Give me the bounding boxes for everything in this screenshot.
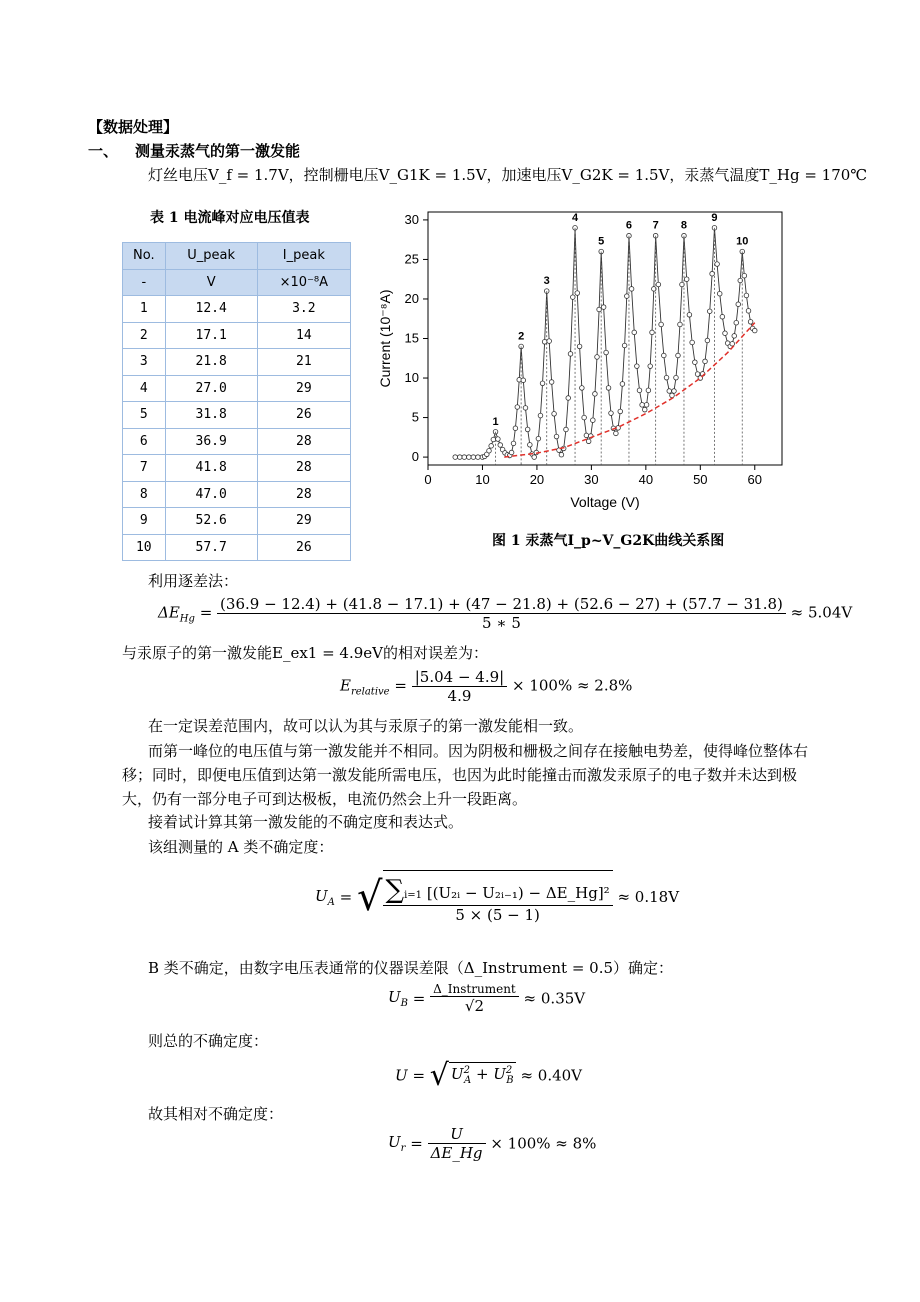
cell-u-peak: 12.4 (165, 296, 257, 323)
data-point (672, 389, 677, 394)
section-header: 【数据处理】 (88, 118, 179, 136)
cell-i-peak: 28 (257, 428, 350, 455)
cell-u-peak: 52.6 (165, 508, 257, 535)
cell-i-peak: 26 (257, 402, 350, 429)
y-tick-label: 10 (404, 370, 419, 386)
data-point (489, 444, 494, 449)
data-point (684, 277, 689, 282)
ub-result: ≈ 0.35V (523, 989, 586, 1008)
data-point (736, 302, 741, 307)
cell-i-peak: 21 (257, 349, 350, 376)
data-point (582, 415, 587, 420)
data-point (640, 403, 645, 408)
data-point (471, 455, 476, 460)
data-point (536, 436, 541, 441)
data-point (635, 364, 640, 369)
delta-e-result: ≈ 5.04V (790, 603, 853, 622)
delta-e-lhs: ΔE (158, 603, 180, 622)
data-point (624, 294, 629, 299)
cell-u-peak: 17.1 (165, 322, 257, 349)
ub-numerator: Δ_Instrument (430, 982, 519, 997)
data-point (730, 341, 735, 346)
erel-result: × 100% ≈ 2.8% (511, 676, 633, 695)
y-tick-label: 25 (404, 251, 419, 267)
compare-text: 与汞原子的第一激发能E_ex1 = 4.9eV的相对误差为： (122, 644, 489, 662)
data-point (462, 455, 467, 460)
erel-sub: relative (350, 686, 390, 698)
cell-i-peak: 26 (257, 534, 350, 561)
header-no: No. (123, 243, 166, 270)
data-point (732, 334, 737, 339)
table-row (123, 428, 351, 455)
data-point (674, 375, 679, 380)
peak-label: 9 (711, 211, 718, 224)
data-point (591, 418, 596, 423)
paragraph-4: 该组测量的 A 类不确定度： (148, 838, 334, 856)
unit-u-peak: V (165, 269, 257, 296)
cell-no: 2 (123, 322, 166, 349)
data-point (577, 344, 582, 349)
data-point (593, 392, 598, 397)
peak-label: 4 (571, 211, 579, 224)
paragraph-3: 接着试计算其第一激发能的不确定度和表达式。 (148, 813, 464, 831)
erel-denominator: 4.9 (447, 687, 472, 705)
data-point (622, 343, 627, 348)
data-point (656, 282, 661, 287)
y-tick-label: 20 (404, 290, 419, 306)
data-point (614, 431, 619, 436)
data-point (575, 291, 580, 296)
y-tick-label: 0 (411, 449, 419, 465)
data-point (720, 314, 725, 319)
cell-u-peak: 36.9 (165, 428, 257, 455)
peak-table (122, 242, 351, 561)
unit-no: - (123, 269, 166, 296)
data-point (734, 320, 739, 325)
data-point (744, 293, 749, 298)
data-point (521, 378, 526, 383)
cell-u-peak: 47.0 (165, 481, 257, 508)
data-point (601, 305, 606, 310)
data-point (676, 353, 681, 358)
data-point (650, 330, 655, 335)
data-point (742, 273, 747, 278)
header-u-peak: U_peak (165, 243, 257, 270)
ip-v-chart (370, 200, 790, 525)
data-point (715, 262, 720, 267)
data-point (453, 455, 458, 460)
cell-no: 4 (123, 375, 166, 402)
table-row (123, 534, 351, 561)
data-point (547, 339, 552, 344)
delta-e-numerator: (36.9 − 12.4) + (41.8 − 17.1) + (47 − 21.8) + (52.6 − 27) + (57.7 − 31.8) (217, 595, 786, 614)
data-point (723, 331, 728, 336)
paragraph-2: 而第一峰位的电压值与第一激发能并不相同。因为阴极和栅极之间存在接触电势差，使得峰位整体右移；同时，即便电压值到达第一激发能所需电压，也因为此时能撞击而激发汞原子的电子数并未达到极大，仍有一部分电子可到达极板，电流仍然会上升一段距离。 (122, 742, 809, 808)
u-result: ≈ 0.40V (520, 1066, 583, 1085)
data-point (509, 450, 514, 455)
ua-result: ≈ 0.18V (617, 888, 680, 906)
delta-e-formula: $\Delta E_{Hg}$ = (36.9 − 12.4) + (41.8 − 17.1) + (47 − 21.8) + (52.6 − 27) + (57.7 − 31.8) 5 ∗ 5 ≈ 5.04V (158, 595, 853, 632)
ur-numerator: U (428, 1125, 486, 1144)
data-point (568, 352, 573, 357)
table-caption: 表 1 电流峰对应电压值表 (150, 210, 310, 226)
data-point (570, 295, 575, 300)
data-point (552, 412, 557, 417)
x-tick-label: 10 (475, 472, 490, 487)
sum-icon: ∑ (385, 875, 405, 905)
peak-label: 6 (625, 219, 633, 232)
cell-no: 9 (123, 508, 166, 535)
x-axis-label: Voltage (V) (570, 494, 640, 510)
data-point (648, 364, 653, 369)
cell-no: 6 (123, 428, 166, 455)
data-point (606, 386, 611, 391)
data-point (687, 312, 692, 317)
cell-i-peak: 28 (257, 455, 350, 482)
data-point (629, 287, 634, 292)
table-row (123, 296, 351, 323)
data-point (540, 381, 545, 386)
table-row (123, 481, 351, 508)
data-point (525, 427, 530, 432)
data-point (604, 350, 609, 355)
x-tick-label: 50 (693, 472, 708, 487)
x-tick-label: 30 (584, 472, 599, 487)
data-point (564, 427, 569, 432)
peak-label: 5 (598, 235, 605, 248)
data-point (515, 405, 520, 410)
cell-no: 10 (123, 534, 166, 561)
data-point (717, 291, 722, 296)
data-point (752, 328, 757, 333)
cell-u-peak: 21.8 (165, 349, 257, 376)
table-row (123, 349, 351, 376)
ub-denominator: √2 (464, 997, 484, 1015)
peak-label: 7 (652, 219, 659, 232)
x-tick-label: 60 (747, 472, 763, 487)
data-point (646, 388, 651, 393)
paragraph-6: 则总的不确定度： (148, 1032, 269, 1050)
data-point (476, 455, 481, 460)
cell-no: 7 (123, 455, 166, 482)
peak-label: 8 (680, 219, 688, 232)
data-point (690, 340, 695, 345)
paragraph-7: 故其相对不确定度： (148, 1105, 284, 1123)
unit-i-peak: ×10⁻⁸A (257, 269, 350, 296)
data-point (511, 441, 516, 446)
cell-u-peak: 57.7 (165, 534, 257, 561)
table-header-row (123, 243, 351, 270)
data-point (710, 271, 715, 276)
y-tick-label: 5 (411, 409, 419, 425)
cell-no: 5 (123, 402, 166, 429)
data-point (498, 443, 503, 448)
data-point (554, 434, 559, 439)
data-point (707, 309, 712, 314)
data-point (664, 375, 669, 380)
erel-numerator: |5.04 − 4.9| (412, 668, 507, 687)
data-point (618, 409, 623, 414)
table-row (123, 402, 351, 429)
sqrt-icon: √ (357, 874, 383, 920)
y-tick-label: 30 (404, 211, 419, 227)
ur-result: × 100% ≈ 8% (490, 1134, 597, 1153)
data-point (528, 442, 533, 447)
data-point (580, 386, 585, 391)
data-point (609, 411, 614, 416)
data-point (496, 437, 501, 442)
data-point (644, 403, 649, 408)
ua-formula: $U_A$ = √ $\frac{\text{∑i=1 [(U₂ᵢ − U₂ᵢ₋₁) − ΔE\_Hg]²}}{5 \times (5 - 1)}$ ≈ 0.18V (315, 870, 679, 924)
data-series-line (455, 228, 755, 457)
table-row (123, 375, 351, 402)
data-point (549, 380, 554, 385)
peak-label: 10 (736, 235, 749, 248)
ur-formula: $U_r$ = $\frac{U}{\Delta E\_Hg}$ × 100% ≈ 8% (388, 1125, 597, 1162)
data-point (523, 406, 528, 411)
table-row (123, 508, 351, 535)
data-point (746, 309, 751, 314)
cell-no: 1 (123, 296, 166, 323)
data-point (667, 389, 672, 394)
data-point (532, 455, 537, 460)
delta-e-denominator: 5 ∗ 5 (482, 614, 521, 632)
cell-i-peak: 29 (257, 375, 350, 402)
data-point (705, 338, 710, 343)
data-point (491, 437, 496, 442)
y-axis-label: Current (10⁻⁸A) (377, 289, 393, 388)
cell-u-peak: 27.0 (165, 375, 257, 402)
paragraph-1: 在一定误差范围内，故可以认为其与汞原子的第一激发能相一致。 (148, 717, 584, 735)
relative-error-formula: $E_{relative}$ = $\frac{|5.04 - 4.9|}{4.9}$ × 100% ≈ 2.8% (340, 668, 633, 705)
data-point (693, 360, 698, 365)
x-tick-label: 0 (424, 472, 432, 487)
data-point (703, 359, 708, 364)
data-point (642, 407, 647, 412)
data-point (487, 448, 492, 453)
ub-formula: $U_B$ = $\frac{\text{Δ\_Instrument}}{√2}$ ≈ 0.35V (388, 982, 586, 1015)
cell-u-peak: 31.8 (165, 402, 257, 429)
data-point (559, 452, 564, 457)
cell-i-peak: 29 (257, 508, 350, 535)
data-point (678, 322, 683, 327)
data-point (595, 355, 600, 360)
figure-caption: 图 1 汞蒸气I_p~V_G2K曲线关系图 (492, 533, 725, 549)
data-point (637, 388, 642, 393)
u-formula: U = √ $U^2_A + U^2_B \approx 0.40V$ (395, 1058, 583, 1093)
ur-denominator: ΔE_Hg (430, 1144, 483, 1162)
data-point (670, 393, 675, 398)
data-point (542, 339, 547, 344)
cell-i-peak: 28 (257, 481, 350, 508)
ua-denominator: 5 × (5 − 1) (455, 906, 540, 924)
data-point (659, 322, 664, 327)
cell-i-peak: 3.2 (257, 296, 350, 323)
cell-no: 3 (123, 349, 166, 376)
data-point (632, 330, 637, 335)
erel-lhs: E (340, 676, 351, 695)
data-point (457, 455, 462, 460)
data-point (513, 426, 518, 431)
data-point (748, 320, 753, 325)
table-units-row (123, 269, 351, 296)
peak-label: 1 (492, 415, 499, 428)
data-point (597, 307, 602, 312)
data-point (467, 455, 472, 460)
cell-u-peak: 41.8 (165, 455, 257, 482)
y-tick-label: 15 (404, 330, 419, 346)
experiment-conditions: 灯丝电压V_f = 1.7V，控制栅电压V_G1K = 1.5V，加速电压V_G2K = 1.5V，汞蒸气温度T_Hg = 170℃ (148, 166, 868, 184)
section-title: 测量汞蒸气的第一激发能 (135, 142, 301, 160)
cell-i-peak: 14 (257, 322, 350, 349)
data-point (662, 353, 667, 358)
sqrt-icon-2: √ (429, 1058, 449, 1093)
data-point (538, 413, 543, 418)
peak-label: 3 (543, 275, 550, 288)
x-tick-label: 20 (529, 472, 545, 487)
data-point (584, 433, 589, 438)
cell-no: 8 (123, 481, 166, 508)
paragraph-5: B 类不确定，由数字电压表通常的仪器误差限（Δ_Instrument = 0.5）确定： (148, 959, 674, 977)
x-tick-label: 40 (638, 472, 654, 487)
delta-e-sub: Hg (179, 613, 195, 625)
ua-numerator: [(U₂ᵢ − U₂ᵢ₋₁) − ΔE_Hg]² (426, 884, 610, 902)
data-point (620, 382, 625, 387)
peak-label: 2 (518, 330, 525, 343)
method-text: 利用逐差法： (148, 572, 239, 590)
table-row (123, 322, 351, 349)
table-row (123, 455, 351, 482)
section-number: 一、 (88, 142, 119, 160)
header-i-peak: I_peak (257, 243, 350, 270)
data-point (566, 396, 571, 401)
